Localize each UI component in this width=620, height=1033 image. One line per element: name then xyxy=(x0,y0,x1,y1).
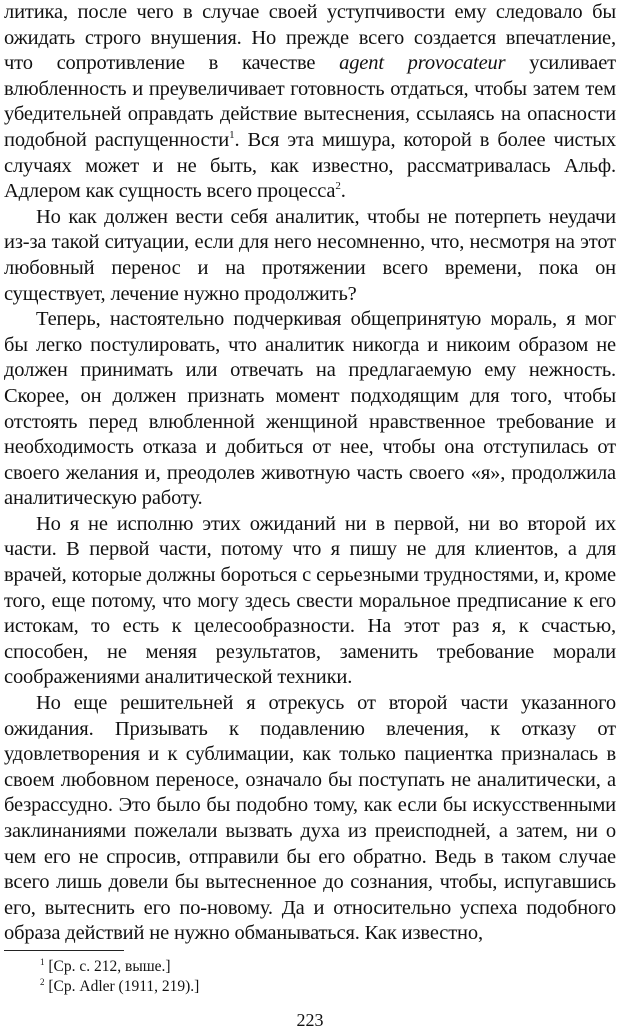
page-number: 223 xyxy=(296,1010,324,1030)
paragraph-1-text-b: усиливает влюбленность и преувеличивает готовность отдаться, чтобы затем тем убедительней оправдать действие вытеснения, ссылаясь на опасности подобной распущенности xyxy=(4,52,616,151)
paragraph-1-text-c: . Вся эта мишура, которой в более чистых случаях может и не быть, как известно, рассматривалась Альф. Адлером как сущность всего процесса xyxy=(4,128,616,203)
paragraph-1 xyxy=(4,0,616,205)
footnote-1-text: [Ср. с. 212, выше.] xyxy=(44,958,171,975)
body-text xyxy=(4,0,616,947)
footnote-2-mark: 2 xyxy=(40,976,45,987)
paragraph-1-text-d: . xyxy=(340,180,346,203)
paragraph-2: Но как должен вести себя аналитик, чтобы не потерпеть неудачи из-за такой ситуации, если для него несомненно, что, несмотря на этот любовный перенос и на протяжении всего времени, пока он существует, лечение нужно продолжить? xyxy=(4,205,616,305)
book-page xyxy=(4,0,616,1033)
footnotes xyxy=(40,957,199,997)
footnote-1 xyxy=(40,957,199,977)
paragraph-1-text-a: литика, после чего в случае своей уступчивости ему следовало бы ожидать строго внушения. Но прежде всего создается впечатление, что сопротивление в качестве xyxy=(4,1,616,75)
paragraph-5: Но еще решительней я отрекусь от второй части указанного ожидания. Призывать к подавлению влечения, к отказу от удовлетворения и к сублимации, как только пациентка призналась в своем любовном переносе, означало бы поступать не аналитически, а безрассудно. Это было бы подобно тому, как если бы искусственными заклинаниями пожелали вызвать духа из преисподней, а затем, ни о чем его не спросив, отправили бы его обратно. Ведь в таком случае всего лишь довели бы вытесненное до сознания, чтобы, испугавшись его, вытеснить его по-новому. Да и относительно успеха подобного образа действий не нужно обманываться. Как известно, xyxy=(4,692,616,945)
footnote-1-mark: 1 xyxy=(40,956,45,967)
footnote-separator xyxy=(4,950,124,951)
footnote-2-text: [Ср. Adler (1911, 219).] xyxy=(44,978,200,995)
footnote-2 xyxy=(40,977,199,997)
italic-term: agent provocateur xyxy=(339,52,506,75)
footnote-ref-2: 2 xyxy=(335,180,341,193)
footnote-ref-1: 1 xyxy=(229,129,235,142)
paragraph-4: Но я не исполню этих ожиданий ни в первой, ни во второй их части. В первой части, потому что я пишу не для клиентов, а для врачей, которые должны бороться с серьезными трудностями, и, кроме того, еще потому, что могу здесь свести моральное предписание к его истокам, то есть к целесообразности. На этот раз я, к счастью, способен, не меняя результатов, заменить требование морали соображениями аналитической техники. xyxy=(4,512,616,689)
paragraph-3: Теперь, настоятельно подчеркивая общепринятую мораль, я мог бы легко постулировать, что аналитик никогда и никоим образом не должен принимать или отвечать на предлагаемую ему нежность. Скорее, он должен признать момент подходящим для того, чтобы отстоять перед влюбленной женщиной нравственное требование и необходимость отказа и добиться от нее, чтобы она отступилась от своего желания и, преодолев животную часть своего «я», продолжила аналитическую работу. xyxy=(4,308,616,510)
